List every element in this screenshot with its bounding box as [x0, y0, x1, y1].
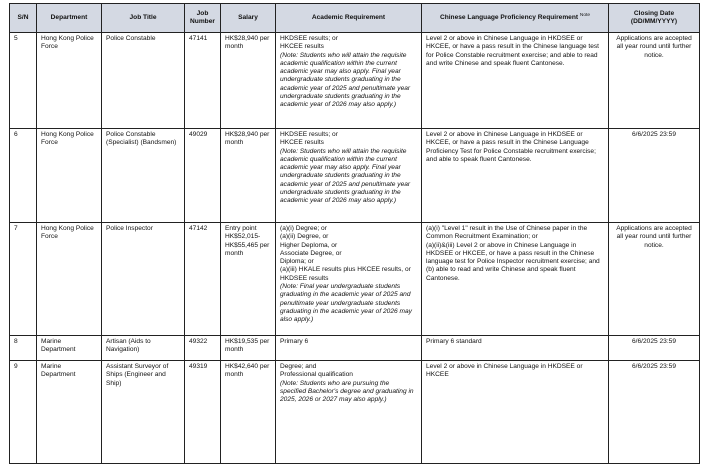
cell-chinese-requirement [422, 33, 609, 129]
cell-academic-requirement [276, 361, 422, 464]
academic-note: (Note: Students who will attain the requisite academic qualification within the current academic year may also apply. Final year undergraduate students graduating in the academic year of 2025 and penultimate year undergraduate students graduating in the academic year of 2026 may also apply.) [280, 147, 411, 205]
cell-job-title: Assistant Surveyor of Ships (Engineer and Ship) [102, 361, 185, 464]
header-sn: S/N [10, 4, 37, 33]
cell-department: Hong Kong Police Force [37, 223, 102, 336]
job-vacancies-table [9, 3, 700, 464]
cell-salary: HK$28,940 per month [221, 33, 276, 129]
cell-job-title: Artisan (Aids to Navigation) [102, 336, 185, 361]
cell-sn: 8 [10, 336, 37, 361]
cell-job-title: Police Inspector [102, 223, 185, 336]
academic-line: Diploma; or [280, 258, 314, 266]
header-chinese-label: Chinese Language Proficiency Requirement [439, 13, 579, 21]
header-salary: Salary [221, 4, 276, 33]
cell-chinese-requirement [422, 336, 609, 361]
academic-line: Associate Degree, or [280, 249, 342, 257]
cell-salary: HK$19,535 per month [221, 336, 276, 361]
cell-job-number: 47142 [185, 223, 221, 336]
cell-academic-requirement [276, 336, 422, 361]
cell-salary: HK$28,940 per month [221, 129, 276, 223]
header-chinese-note-marker: Note [579, 12, 591, 18]
chinese-line: Primary 6 standard [426, 338, 482, 345]
cell-closing-date: Applications are accepted all year round until further notice. [609, 223, 700, 336]
header-chinese-requirement [422, 4, 609, 33]
header-job-title: Job Title [102, 4, 185, 33]
academic-line: HKCEE results [280, 139, 324, 147]
header-academic-requirement: Academic Requirement [276, 4, 422, 33]
cell-job-title: Police Constable [102, 33, 185, 129]
academic-note: (Note: Final year undergraduate students graduating in the academic year of 2025 and penultimate year undergraduate students graduating in the academic year of 2026 may also apply.) [280, 283, 412, 324]
chinese-line: (a)(i) "Level 1" result in the Use of Chinese paper in the Common Recruitment Examination; or [426, 225, 588, 241]
cell-closing-date: 6/6/2025 23:59 [609, 361, 700, 464]
cell-sn: 9 [10, 361, 37, 464]
header-job-number: Job Number [185, 4, 221, 33]
cell-department: Marine Department [37, 361, 102, 464]
cell-sn: 7 [10, 223, 37, 336]
cell-job-number: 49029 [185, 129, 221, 223]
cell-sn: 5 [10, 33, 37, 129]
cell-academic-requirement [276, 223, 422, 336]
cell-department: Hong Kong Police Force [37, 33, 102, 129]
academic-line: Higher Deploma, or [280, 241, 338, 249]
table-row [10, 129, 700, 223]
chinese-line: Level 2 or above in Chinese Language in HKDSEE or HKCEE, or have a pass result in the Chinese Language Proficiency Test for Police Constable recruitment exercise; and able to speak fluent Cantonese. [426, 131, 596, 163]
cell-chinese-requirement [422, 361, 609, 464]
chinese-line: (b) able to read and write Chinese and speak fluent Cantonese. [426, 266, 576, 282]
cell-department: Marine Department [37, 336, 102, 361]
academic-line: HKCEE results [280, 43, 324, 51]
cell-department: Hong Kong Police Force [37, 129, 102, 223]
table-row [10, 336, 700, 361]
academic-line: (a)(i) Degree; or [280, 225, 327, 232]
cell-closing-date: 6/6/2025 23:59 [609, 129, 700, 223]
chinese-line: Level 2 or above in Chinese Language in HKDSEE or HKCEE [426, 363, 583, 379]
header-closing-date: Closing Date (DD/MM/YYYY) [609, 4, 700, 33]
chinese-line: Level 2 or above in Chinese Language in HKDSEE or HKCEE, or have a pass result in the Chinese language test for Police Constable recruitment exercise; and able to read and write Chinese and speak fluent Cantonese. [426, 35, 600, 67]
academic-line: (a)(ii) Degree, or [280, 233, 329, 241]
academic-line: Professional qualification [280, 371, 353, 379]
cell-sn: 6 [10, 129, 37, 223]
cell-chinese-requirement [422, 223, 609, 336]
academic-note: (Note: Students who will attain the requisite academic qualification within the current academic year may also apply. Final year undergraduate students graduating in the academic year of 2025 and penultimate year undergraduate students graduating in the academic year of 2026 may also apply.) [280, 51, 411, 109]
cell-academic-requirement [276, 129, 422, 223]
cell-chinese-requirement [422, 129, 609, 223]
cell-job-number: 49322 [185, 336, 221, 361]
cell-academic-requirement [276, 33, 422, 129]
cell-job-number: 47141 [185, 33, 221, 129]
cell-salary: Entry point HK$52,015-HK$55,465 per month [221, 223, 276, 336]
cell-job-title: Police Constable (Specialist) (Bandsmen) [102, 129, 185, 223]
academic-line: Degree; and [280, 363, 317, 370]
chinese-line: (a)(ii)&(iii) Level 2 or above in Chinese Language in HKDSEE or HKCEE, or have a pass result in the Chinese language test for Police Inspector recruitment exercise; and [426, 241, 600, 266]
academic-line: (a)(iii) HKALE results plus HKCEE results, or HKDSEE results [280, 266, 411, 282]
cell-closing-date: 6/6/2025 23:59 [609, 336, 700, 361]
cell-closing-date: Applications are accepted all year round until further notice. [609, 33, 700, 129]
academic-line: HKDSEE results; or [280, 131, 338, 138]
cell-job-number: 49319 [185, 361, 221, 464]
cell-salary: HK$42,640 per month [221, 361, 276, 464]
header-row [10, 4, 700, 33]
header-department: Department [37, 4, 102, 33]
table-row [10, 361, 700, 464]
academic-line: HKDSEE results; or [280, 35, 338, 42]
academic-line: Primary 6 [280, 338, 309, 345]
table-row [10, 223, 700, 336]
academic-note: (Note: Students who are pursuing the specified Bachelor's degree and graduating in 2025, 2026 or 2027 may also apply.) [280, 379, 414, 404]
table-row [10, 33, 700, 129]
